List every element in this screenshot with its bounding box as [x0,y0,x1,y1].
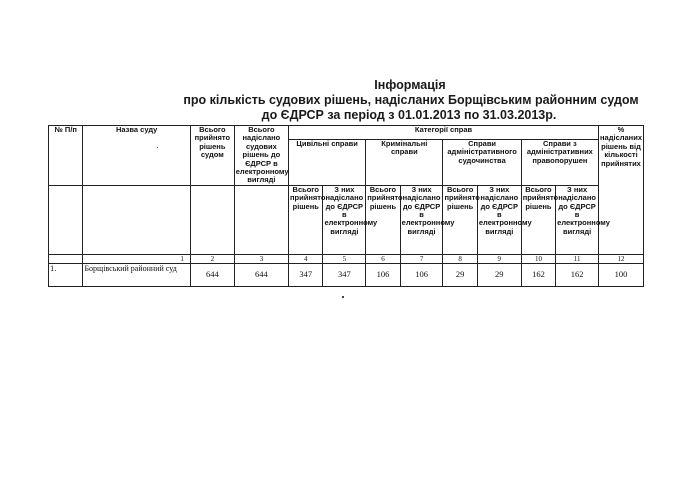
header-criminal: Кримінальні справи [366,139,443,185]
column-number [49,254,83,263]
header-total-sent: Всього надіслано судових рішень до ЄДРСР в електронному вигляді [235,125,289,185]
column-number: 4 [289,254,323,263]
header-admin-proceedings: Справи адміністративного судочинства [443,139,521,185]
sub-header-criminal-sent: З них надіслано до ЄДРСР в електронному вигляді [400,185,443,254]
sub-header-admin-off-accepted: Всього прийнято рішень [521,185,555,254]
header-categories: Категорії справ [289,126,599,140]
column-number: 11 [556,254,599,263]
sub-header-civil-sent: З них надіслано до ЄДРСР в електронному вигляді [323,185,366,254]
row-admin-off-accepted: 162 [521,263,555,286]
column-number: 5 [323,254,366,263]
column-number: 3 [234,254,288,263]
header-admin-offenses: Справи з адміністративних правопорушен [521,139,598,185]
column-number: 7 [400,254,443,263]
column-number-row [49,254,644,263]
scan-speck [157,147,158,148]
column-number: 2 [190,254,234,263]
row-index: 1. [49,263,83,286]
header-percent: % надісланих рішень від кількості прийнятих [599,126,644,255]
row-total-accepted: 644 [190,263,234,286]
row-admin-proc-accepted: 29 [443,263,477,286]
column-number: 10 [521,254,555,263]
document-title [0,78,700,123]
header-court-name: Назва суду [83,126,190,186]
sub-header-admin-proc-sent: З них надіслано до ЄДРСР в електронному вигляді [477,185,521,254]
row-total-sent: 644 [234,263,288,286]
scan-dot [342,296,344,298]
header-total-accepted: Всього прийнято рішень судом [190,126,234,186]
sub-header-admin-off-sent: З них надіслано до ЄДРСР в електронному вигляді [556,185,599,254]
row-criminal-accepted: 106 [366,263,400,286]
title-line-3: до ЄДРСР за період з 01.01.2013 по 31.03.2013р. [261,108,557,122]
header-civil: Цивільні справи [289,139,366,185]
column-number: 9 [477,254,521,263]
header-row-3 [49,185,644,254]
title-line-1: Інформація [374,78,446,92]
table-row [49,263,644,286]
row-court-name: Борщівський районний суд [83,263,190,286]
column-number: 1 [83,254,190,263]
column-number: 12 [599,254,644,263]
row-admin-off-sent: 162 [556,263,599,286]
column-number: 6 [366,254,400,263]
row-percent: 100 [599,263,644,286]
row-criminal-sent: 106 [400,263,443,286]
title-line-2: про кількість судових рішень, надісланих Борщівським районним судом [183,93,639,107]
row-civil-accepted: 347 [289,263,323,286]
sub-header-criminal-accepted: Всього прийнято рішень [366,185,400,254]
sub-header-admin-proc-accepted: Всього прийнято рішень [443,185,477,254]
report-table [48,125,644,287]
column-number: 8 [443,254,477,263]
row-admin-proc-sent: 29 [477,263,521,286]
header-num: № П/п [49,126,83,186]
spacer-cell [190,185,234,254]
spacer-cell [83,185,190,254]
spacer-cell [49,185,83,254]
header-row-1 [49,126,644,140]
spacer-cell [234,185,288,254]
sub-header-civil-accepted: Всього прийнято рішень [289,185,323,254]
row-civil-sent: 347 [323,263,366,286]
